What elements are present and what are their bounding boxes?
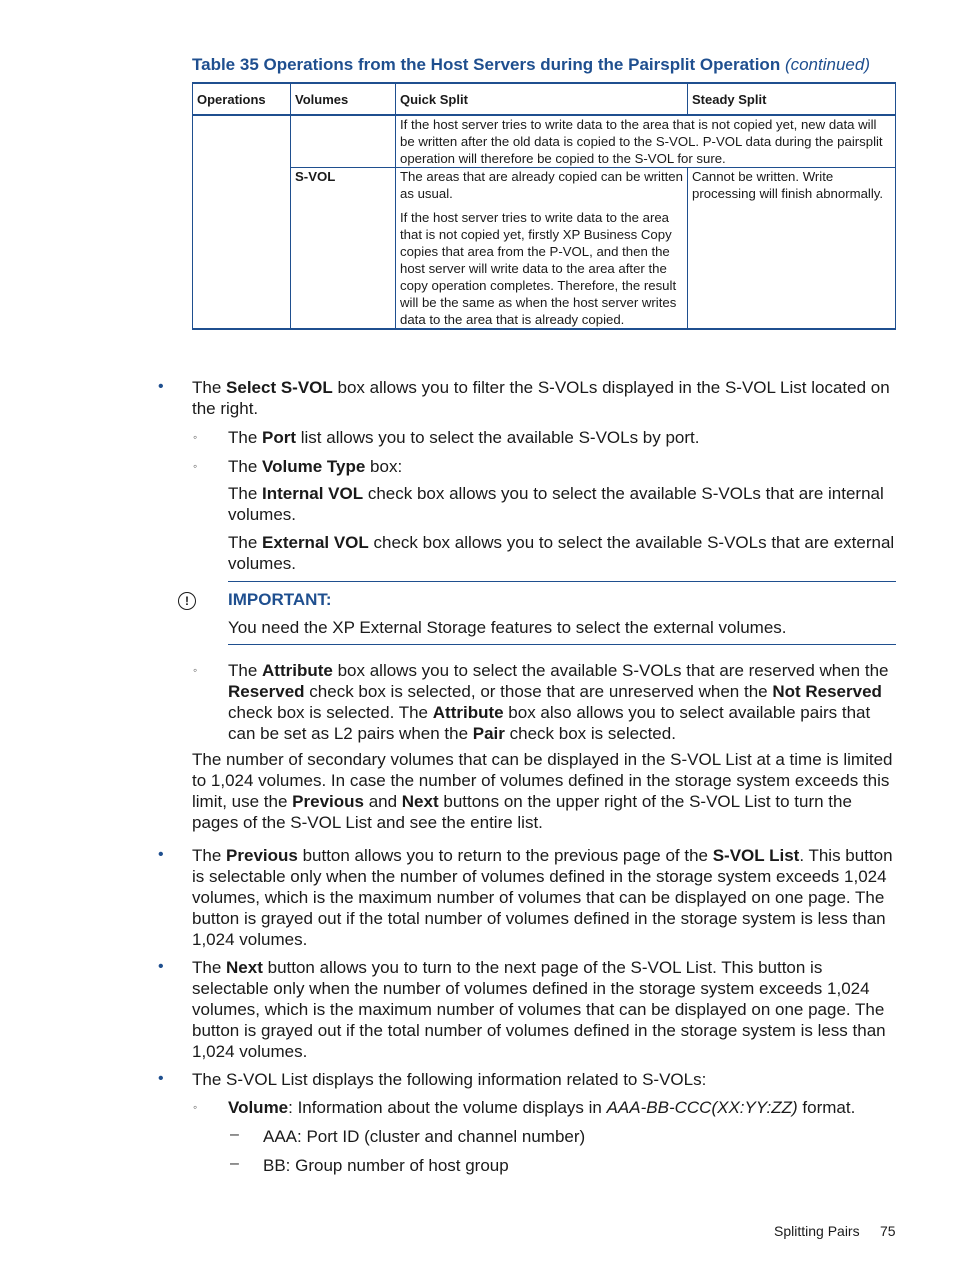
important-title: IMPORTANT: — [228, 590, 332, 609]
table-caption — [192, 55, 870, 75]
footer-section: Splitting Pairs — [774, 1223, 860, 1239]
cell-volumes — [291, 115, 396, 168]
caption-continued: (continued) — [784, 55, 870, 74]
header-operations: Operations — [193, 83, 291, 115]
page-number: 75 — [880, 1223, 896, 1239]
bullet-marker: • — [158, 846, 164, 863]
list-item: AAA: Port ID (cluster and channel number) — [263, 1127, 586, 1146]
header-steady-split: Steady Split — [688, 83, 896, 115]
paragraph: The number of secondary volumes that can be displayed in the S-VOL List at a time is limited to 1,024 volumes. In case the number of volumes defined in the storage system exceeds this limit, use the Previous and Next buttons on the upper right of the S-VOL List to turn the pages of the S-VOL List and see the entire list. — [192, 750, 893, 832]
bullet-marker: • — [158, 1070, 164, 1087]
list-item: The Volume Type box: — [228, 457, 403, 476]
table-header-row — [193, 83, 896, 115]
cell-quick-split: The areas that are already copied can be written as usual. If the host server tries to write data to the area that is not copied yet, firstly XP Business Copy copies that area from the P-VOL, and then the host server will write data to the area after the copy operation completes. Therefore, the result will be the same as when the host server writes data to the area that is already copied. — [396, 168, 688, 330]
list-item: The Select S-VOL box allows you to filter the S-VOLs displayed in the S-VOL List located on the right. — [192, 378, 890, 418]
list-item: The Port list allows you to select the available S-VOLs by port. — [228, 428, 700, 447]
sub-bullet-marker: ◦ — [193, 430, 198, 444]
cell-steady-split: Cannot be written. Write processing will finish abnormally. — [688, 168, 896, 330]
sub-bullet-marker: ◦ — [193, 663, 198, 677]
header-quick-split: Quick Split — [396, 83, 688, 115]
divider — [228, 644, 896, 645]
cell-operations — [193, 115, 291, 329]
dash-marker: – — [230, 1126, 239, 1143]
list-item: The Next button allows you to turn to the next page of the S-VOL List. This button is selectable only when the number of volumes defined in the storage system exceeds 1,024 volumes, which is the maximum number of volumes that can be displayed on one page. The button is grayed out if the total number of volumes defined in the storage system is less than 1,024 volumes. — [192, 958, 886, 1061]
paragraph: The Internal VOL check box allows you to select the available S-VOLs that are internal volumes. — [228, 484, 884, 524]
paragraph: The External VOL check box allows you to select the available S-VOLs that are external volumes. — [228, 533, 895, 573]
cell-quick-split: If the host server tries to write data to the area that is not copied yet, new data will be written after the old data is copied to the S-VOL. P-VOL data during the pairsplit operation will therefore be copied to the S-VOL for sure. — [396, 115, 896, 168]
sub-bullet-marker: ◦ — [193, 459, 198, 473]
important-icon: ! — [178, 592, 196, 610]
cell-volume-svol: S-VOL — [291, 168, 396, 330]
list-item: Volume: Information about the volume displays in AAA-BB-CCC(XX:YY:ZZ) format. — [228, 1098, 856, 1117]
list-item: The Attribute box allows you to select the available S-VOLs that are reserved when the Reserved check box is selected, or those that are unreserved when the Not Reserved check box is selected. The Attribute box also allows you to select available pairs that can be set as L2 pairs when the Pair check box is selected. — [228, 661, 889, 743]
important-text: You need the XP External Storage features to select the external volumes. — [228, 618, 787, 637]
list-item: The Previous button allows you to return to the previous page of the S-VOL List. This button is selectable only when the number of volumes defined in the storage system exceeds 1,024 volumes, which is the maximum number of volumes that can be displayed on one page. The button is grayed out if the total number of volumes defined in the storage system is less than 1,024 volumes. — [192, 846, 893, 949]
sub-bullet-marker: ◦ — [193, 1100, 198, 1114]
table-row — [193, 168, 896, 330]
header-volumes: Volumes — [291, 83, 396, 115]
list-item: The S-VOL List displays the following information related to S-VOLs: — [192, 1070, 707, 1089]
caption-title: Table 35 Operations from the Host Servers during the Pairsplit Operation — [192, 55, 781, 74]
list-item: BB: Group number of host group — [263, 1156, 509, 1175]
divider — [228, 581, 896, 582]
bullet-marker: • — [158, 378, 164, 395]
bullet-marker: • — [158, 958, 164, 975]
operations-table — [192, 82, 896, 330]
dash-marker: – — [230, 1155, 239, 1172]
table-row — [193, 115, 896, 168]
